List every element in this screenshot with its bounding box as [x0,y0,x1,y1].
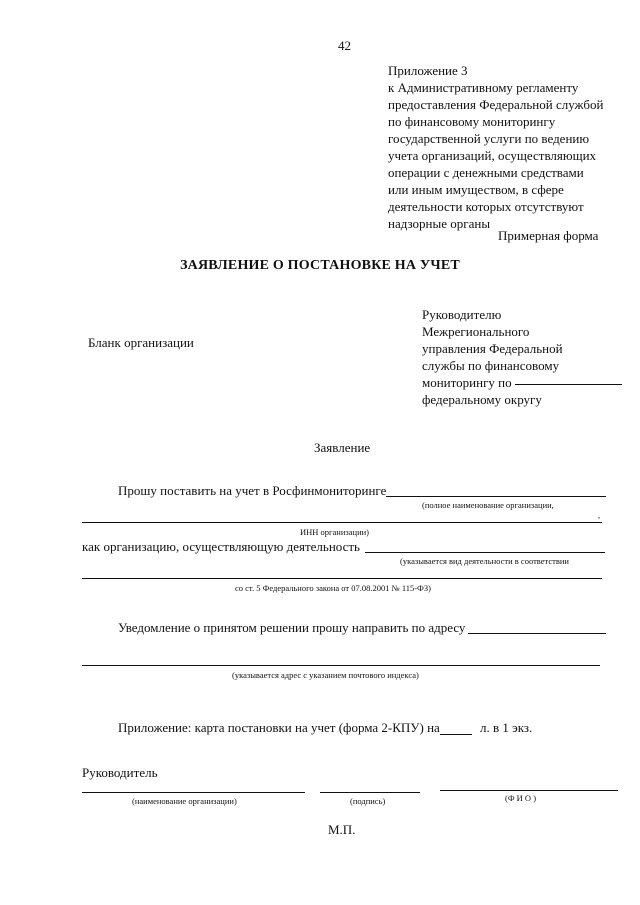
addressee-line: службы по финансовому [422,358,560,373]
hint-fio: (Ф И О ) [505,793,537,803]
statement-heading: Заявление [314,440,371,455]
appendix-line: Приложение 3 [388,63,468,78]
fio-blank[interactable] [440,790,618,791]
hint-signature: (подпись) [350,796,386,806]
addressee-line: Межрегионального [422,324,530,339]
hint-activity: (указывается вид деятельности в соответствии [400,556,569,566]
appendix-line: государственной услуги по ведению [388,131,590,146]
appendix-line: к Административному регламенту [388,80,579,95]
activity-type-blank[interactable] [365,552,605,553]
appendix-line: по финансовому мониторингу [388,114,556,129]
notification-address-blank[interactable] [468,633,606,634]
addressee-block [422,306,563,408]
addressee-line: Руководителю [422,307,502,322]
stamp-label: М.П. [328,822,356,837]
hint-organization-name: (полное наименование организации, [422,500,554,510]
attachment-text: Приложение: карта постановки на учет (форма 2-КПУ) на [118,720,440,735]
organization-inn-blank[interactable] [82,522,602,523]
addressee-line: федеральному округу [422,392,542,407]
org-signature-blank[interactable] [82,792,305,793]
attachment-suffix: л. в 1 экз. [480,720,533,735]
request-text: Прошу поставить на учет в Росфинмониторинге [118,483,387,498]
address-continuation-blank[interactable] [82,665,600,666]
activity-text: как организацию, осуществляющую деятельность [82,539,360,554]
federal-district-blank[interactable] [515,384,622,385]
activity-continuation-blank[interactable] [82,578,602,579]
appendix-line: или иным имуществом, в сфере [388,182,564,197]
appendix-line: операции с денежными средствами [388,165,584,180]
hint-inn: ИНН организации) [300,527,370,537]
sample-form-label: Примерная форма [498,228,599,243]
hint-law-reference: со ст. 5 Федерального закона от 07.08.2001 № 115-ФЗ) [235,583,431,593]
page-number: 42 [338,38,351,53]
head-label: Руководитель [82,765,158,780]
signature-blank[interactable] [320,792,420,793]
addressee-line: управления Федеральной [422,341,563,356]
notification-text: Уведомление о принятом решении прошу направить по адресу [118,620,466,635]
appendix-line: учета организаций, осуществляющих [388,148,597,163]
appendix-line: деятельности которых отсутствуют [388,199,584,214]
appendix-note [388,62,603,232]
sheet-count-blank[interactable] [440,734,472,735]
hint-address: (указывается адрес с указанием почтового индекса) [232,670,419,680]
appendix-line: предоставления Федеральной службой [388,97,604,112]
organization-name-blank[interactable] [386,496,606,497]
appendix-line: надзорные органы [388,216,491,231]
hint-org-name: (наименование организации) [132,796,237,806]
letterhead-label: Бланк организации [88,335,194,350]
request-comma: , [598,510,601,520]
addressee-line: мониторингу по [422,375,512,390]
document-title: ЗАЯВЛЕНИЕ О ПОСТАНОВКЕ НА УЧЕТ [180,258,460,273]
